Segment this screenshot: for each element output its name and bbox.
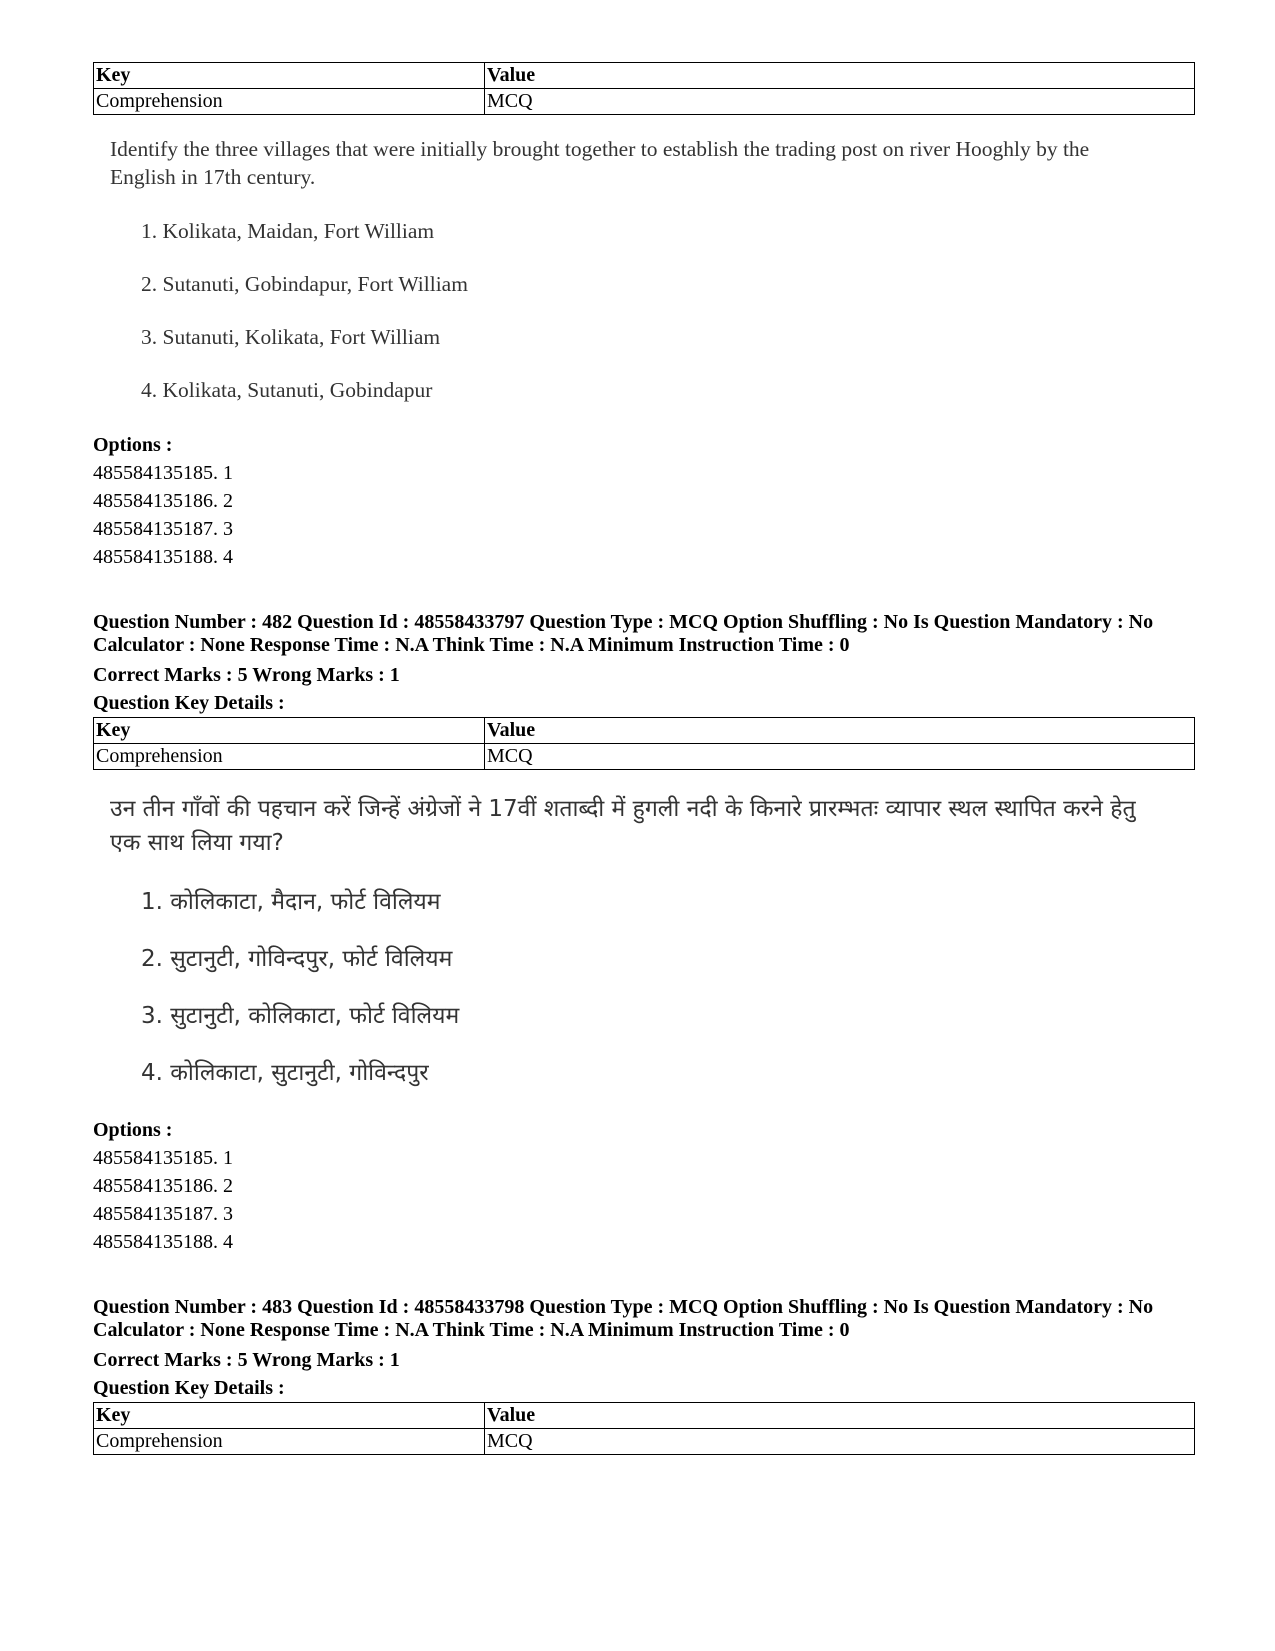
key-details-label-482: Question Key Details : xyxy=(93,692,285,714)
marks-482: Correct Marks : 5 Wrong Marks : 1 xyxy=(93,664,400,686)
option-id: 485584135187. 3 xyxy=(93,518,233,540)
key-details-label-483: Question Key Details : xyxy=(93,1377,285,1399)
choice-item: 3. सुटानुटी, कोलिकाटा, फोर्ट विलियम xyxy=(141,1003,460,1029)
marks-483: Correct Marks : 5 Wrong Marks : 1 xyxy=(93,1349,400,1371)
table-cell-value: MCQ xyxy=(485,1429,1195,1455)
option-id-list xyxy=(93,459,1195,571)
choice-item: 4. Kolikata, Sutanuti, Gobindapur xyxy=(141,378,433,402)
choice-item: 3. Sutanuti, Kolikata, Fort William xyxy=(141,325,441,349)
question-key-table-top xyxy=(93,62,1195,115)
table-header-row xyxy=(94,63,1195,89)
options-label: Options : xyxy=(93,434,173,456)
question-key-table-483 xyxy=(93,1402,1195,1455)
option-id: 485584135188. 4 xyxy=(93,1231,233,1253)
table-header-key: Key xyxy=(94,63,485,89)
options-label: Options : xyxy=(93,1119,173,1141)
question-choices-hindi xyxy=(141,874,1195,1102)
table-cell-key: Comprehension xyxy=(94,89,485,115)
table-row xyxy=(94,1429,1195,1455)
table-cell-key: Comprehension xyxy=(94,1429,485,1455)
question-text-hindi: उन तीन गाँवों की पहचान करें जिन्हें अंग्रेजों ने 17वीं शताब्दी में हुगली नदी के किनारे प्रारम्भतः व्यापार स्थल स्थापित करने हेतु एक साथ लिया गया? xyxy=(110,796,1136,856)
table-header-key: Key xyxy=(94,1403,485,1429)
table-header-value: Value xyxy=(485,63,1195,89)
option-id: 485584135186. 2 xyxy=(93,490,233,512)
option-id: 485584135185. 1 xyxy=(93,462,233,484)
question-key-table-482 xyxy=(93,717,1195,770)
option-id: 485584135188. 4 xyxy=(93,546,233,568)
table-header-value: Value xyxy=(485,718,1195,744)
document-page xyxy=(93,62,1195,1455)
table-header-row xyxy=(94,718,1195,744)
choice-item: 2. Sutanuti, Gobindapur, Fort William xyxy=(141,272,468,296)
choice-item: 1. कोलिकाटा, मैदान, फोर्ट विलियम xyxy=(141,889,441,915)
table-header-key: Key xyxy=(94,718,485,744)
choice-item: 2. सुटानुटी, गोविन्दपुर, फोर्ट विलियम xyxy=(141,946,453,972)
table-header-value: Value xyxy=(485,1403,1195,1429)
question-choices-english xyxy=(141,205,1195,417)
table-header-row xyxy=(94,1403,1195,1429)
question-meta-482: Question Number : 482 Question Id : 48558433797 Question Type : MCQ Option Shuffling : No Is Question Mandatory : No Calculator : None Response Time : N.A Think Time : N.A Minimum Instruction Time : 0 xyxy=(93,611,1154,656)
question-text-english: Identify the three villages that were initially brought together to establish the trading post on river Hooghly by the English in 17th century. xyxy=(110,137,1090,189)
table-cell-value: MCQ xyxy=(485,89,1195,115)
table-row xyxy=(94,89,1195,115)
choice-item: 1. Kolikata, Maidan, Fort William xyxy=(141,219,435,243)
table-cell-value: MCQ xyxy=(485,744,1195,770)
question-meta-483: Question Number : 483 Question Id : 48558433798 Question Type : MCQ Option Shuffling : No Is Question Mandatory : No Calculator : None Response Time : N.A Think Time : N.A Minimum Instruction Time : 0 xyxy=(93,1296,1154,1341)
option-id: 485584135186. 2 xyxy=(93,1175,233,1197)
option-id: 485584135185. 1 xyxy=(93,1147,233,1169)
option-id-list xyxy=(93,1144,1195,1256)
option-id: 485584135187. 3 xyxy=(93,1203,233,1225)
choice-item: 4. कोलिकाटा, सुटानुटी, गोविन्दपुर xyxy=(141,1060,429,1086)
table-row xyxy=(94,744,1195,770)
table-cell-key: Comprehension xyxy=(94,744,485,770)
